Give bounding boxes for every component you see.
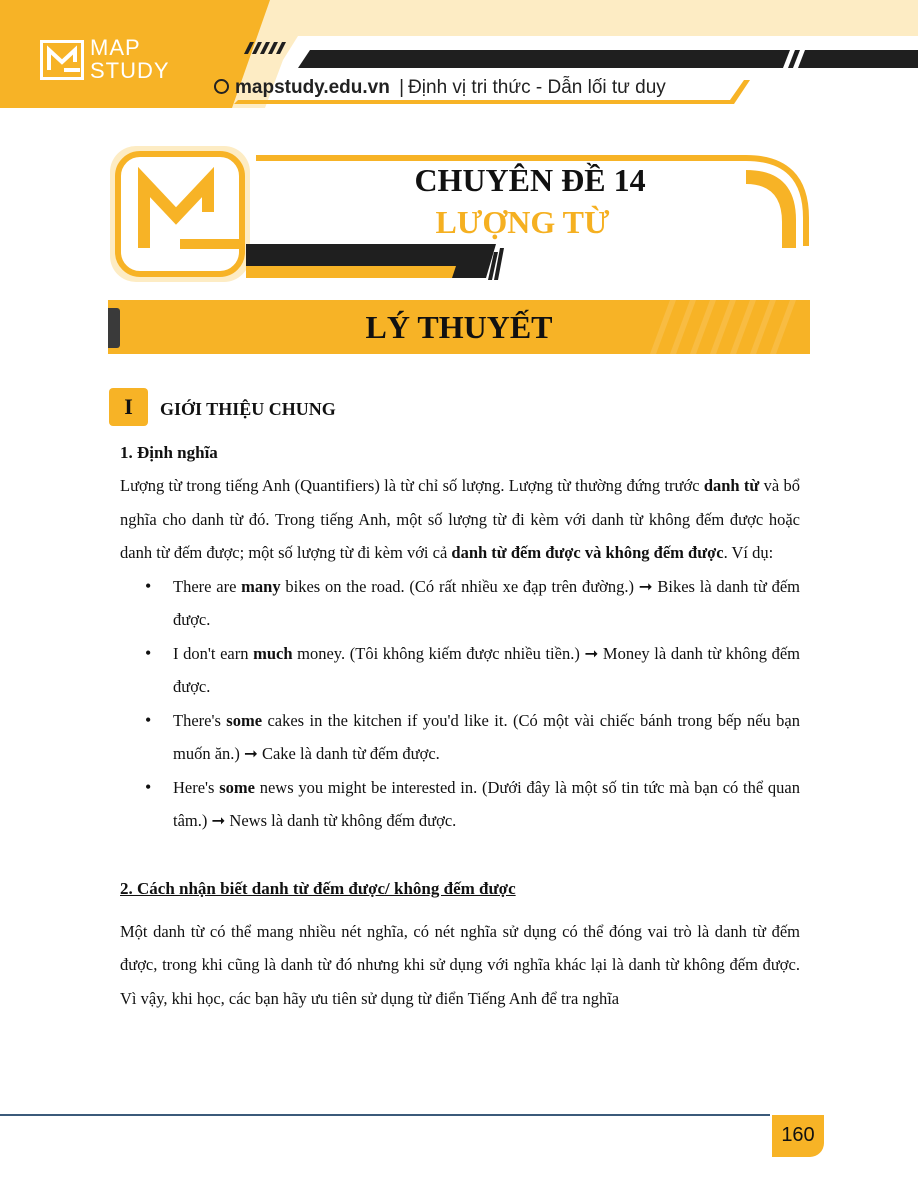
- globe-icon: [214, 79, 229, 94]
- brand-line-2: STUDY: [90, 58, 170, 83]
- example-text: cakes in the kitchen if you'd like it. (Có một vài chiếc bánh trong bếp nếu bạn muốn ăn.) ➞ Cake là danh từ đếm được.: [173, 710, 800, 763]
- mapstudy-logo-icon: [40, 40, 84, 80]
- example-text: There are: [173, 576, 242, 596]
- chapter-subtitle: LƯỢNG TỪ: [435, 204, 610, 240]
- example-quantifier: some: [226, 710, 263, 730]
- intro-text-e: . Ví dụ:: [723, 543, 774, 562]
- example-text: Here's: [173, 777, 220, 797]
- example-text: I don't earn: [173, 643, 254, 663]
- example-text: There's: [173, 710, 227, 730]
- part-numeral: I: [109, 388, 148, 426]
- example-text: news you might be interested in. (Dưới đây là một số tin tức mà bạn có thể quan tâm.) ➞ News là danh từ không đếm được.: [173, 777, 801, 830]
- sub-heading-1: 1. Định nghĩa: [120, 443, 218, 462]
- tagline: Định vị tri thức - Dẫn lối tư duy: [408, 77, 666, 98]
- page-number: 160: [772, 1115, 824, 1157]
- main-content: [120, 437, 800, 1015]
- example-text: bikes on the road. (Có rất nhiều xe đạp trên đường.) ➞ Bikes là danh từ đếm được.: [173, 576, 800, 629]
- intro-paragraph: [120, 469, 800, 570]
- chapter-title: CHUYÊN ĐỀ 14: [414, 162, 646, 198]
- example-text: money. (Tôi không kiếm được nhiều tiền.) ➞ Money là danh từ không đếm được.: [173, 643, 800, 696]
- brand-name: [90, 36, 170, 82]
- list-item: [120, 637, 800, 704]
- example-quantifier: some: [219, 777, 255, 797]
- footer-line: [0, 1114, 770, 1116]
- list-item: [120, 704, 800, 771]
- intro-text-a: Lượng từ trong tiếng Anh (Quantifiers) là từ chỉ số lượng. Lượng từ thường đứng trước: [120, 476, 704, 495]
- list-item: [120, 771, 800, 838]
- sub2-paragraph: Một danh từ có thể mang nhiều nét nghĩa, có nét nghĩa sử dụng có thể đóng vai trò là danh từ đếm được, trong khi cũng là danh từ đó nhưng khi sử dụng với nghĩa khác lại là danh từ không đếm được. Vì vậy, khi học, các bạn hãy ưu tiên sử dụng từ điển Tiếng Anh để tra nghĩa: [120, 921, 800, 1008]
- site-tagline: [214, 77, 666, 99]
- example-list: [120, 570, 800, 838]
- brand-line-1: MAP: [90, 35, 141, 60]
- list-item: [120, 570, 800, 637]
- intro-text-c: và bổ nghĩa cho danh từ đó. Trong tiếng Anh, một số lượng từ đi kèm với danh từ không đếm được hoặc danh từ đếm được; một số lượng từ đi kèm với cả: [120, 476, 800, 562]
- section-bar: [108, 300, 810, 354]
- sub-heading-2: 2. Cách nhận biết danh từ đếm được/ không đếm được: [120, 878, 516, 898]
- part-heading: GIỚI THIỆU CHUNG: [160, 399, 336, 419]
- section-title: LÝ THUYẾT: [365, 309, 553, 345]
- example-quantifier: many: [241, 576, 281, 596]
- intro-bold-b: danh từ: [703, 476, 760, 495]
- example-quantifier: much: [253, 643, 293, 663]
- site-url[interactable]: mapstudy.edu.vn: [235, 77, 390, 98]
- separator: |: [399, 77, 405, 98]
- intro-bold-d: danh từ đếm được và không đếm được: [451, 543, 724, 562]
